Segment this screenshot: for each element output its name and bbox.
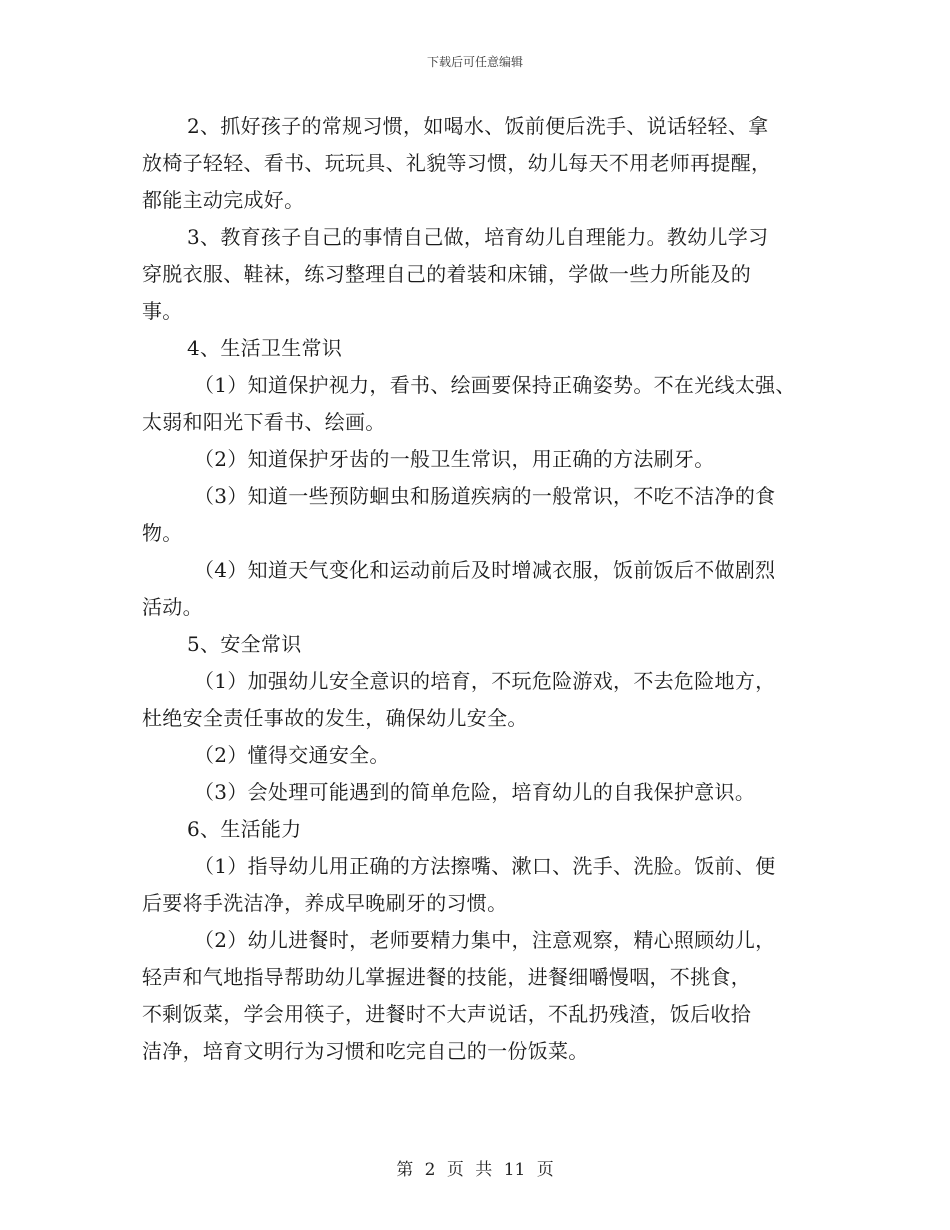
paragraph-line: 活动。 [142,595,203,619]
paragraph-line: 事。 [142,299,183,323]
paragraph-line: （1）指导幼儿用正确的方法擦嘴、漱口、洗手、洗脸。饭前、便 [194,854,776,878]
page-header: 下载后可任意编辑 [426,55,523,69]
paragraph-line: （3）知道一些预防蛔虫和肠道疾病的一般常识，不吃不洁净的食 [194,484,776,508]
paragraph-line: （4）知道天气变化和运动前后及时增减衣服，饭前饭后不做剧烈 [194,558,776,582]
paragraph-line: 2、抓好孩子的常规习惯，如喝水、饭前便后洗手、说话轻轻、拿 [187,114,769,138]
paragraph-line: （1）知道保护视力，看书、绘画要保持正确姿势。不在光线太强、 [194,373,796,397]
paragraph-line: （2）幼儿进餐时，老师要精力集中，注意观察，精心照顾幼儿， [194,928,776,952]
document-body [142,108,832,1070]
paragraph-line: 都能主动完成好。 [142,188,305,212]
paragraph-line: 太弱和阳光下看书、绘画。 [142,410,386,434]
section-heading: 4、生活卫生常识 [187,336,343,360]
page-footer: 第 2 页 共 11 页 [396,1160,554,1180]
section-heading: 6、生活能力 [187,817,302,841]
paragraph-line: 物。 [142,521,183,545]
paragraph-line: 杜绝安全责任事故的发生，确保幼儿安全。 [142,706,528,730]
paragraph-line: 不剩饭菜，学会用筷子，进餐时不大声说话，不乱扔残渣，饭后收拾 [142,1002,751,1026]
section-heading: 5、安全常识 [187,632,302,656]
paragraph-line: 洁净，培育文明行为习惯和吃完自己的一份饭菜。 [142,1039,589,1063]
paragraph-line: 放椅子轻轻、看书、玩玩具、礼貌等习惯，幼儿每天不用老师再提醒， [142,151,772,175]
paragraph-line: 3、教育孩子自己的事情自己做，培育幼儿自理能力。教幼儿学习 [187,225,769,249]
paragraph-line: 轻声和气地指导帮助幼儿掌握进餐的技能，进餐细嚼慢咽，不挑食， [142,965,751,989]
paragraph-line: 后要将手洗洁净，养成早晚刷牙的习惯。 [142,891,508,915]
paragraph-line: 穿脱衣服、鞋袜，练习整理自己的着装和床铺，学做一些力所能及的 [142,262,751,286]
paragraph-line: （1）加强幼儿安全意识的培育，不玩危险游戏，不去危险地方， [194,669,776,693]
paragraph-line: （2）知道保护牙齿的一般卫生常识，用正确的方法刷牙。 [194,447,715,471]
paragraph-line: （2）懂得交通安全。 [194,743,390,767]
paragraph-line: （3）会处理可能遇到的简单危险，培育幼儿的自我保护意识。 [194,780,756,804]
